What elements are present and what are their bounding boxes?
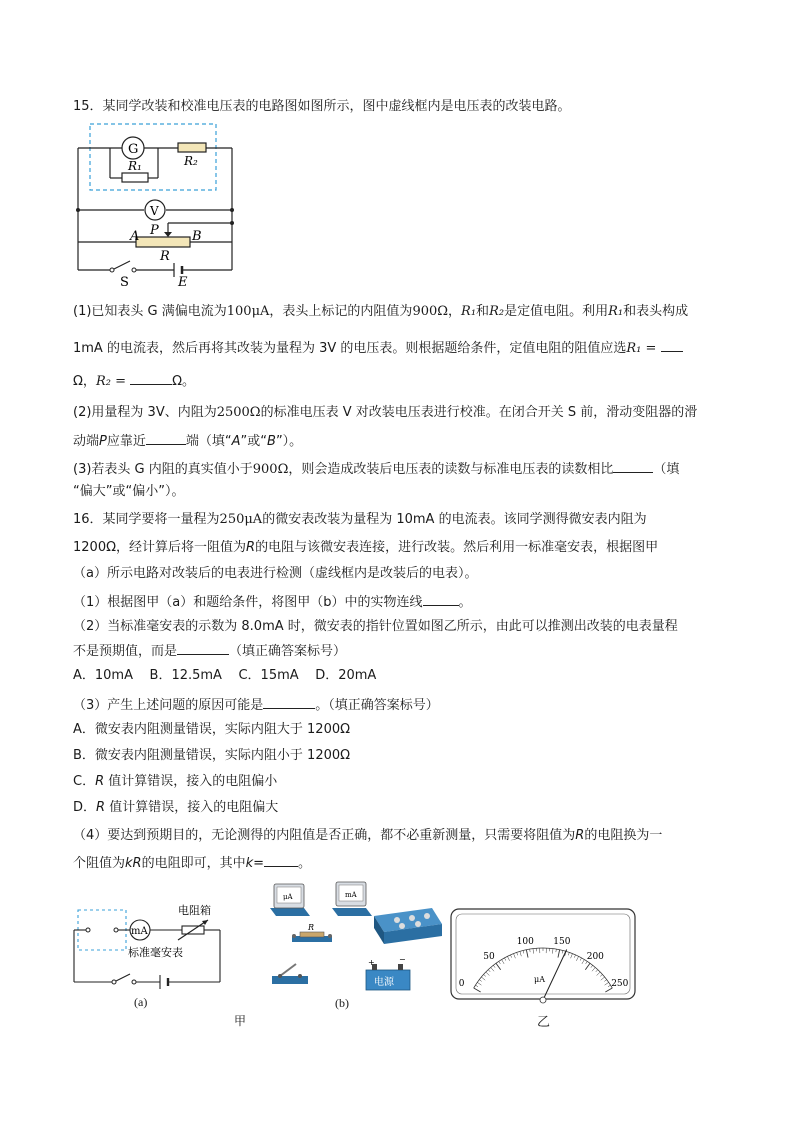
- blank-q16-3[interactable]: [263, 694, 315, 709]
- option-2d[interactable]: D．20mA: [315, 668, 377, 683]
- microammeter-device: [270, 884, 310, 916]
- switch-device: [272, 964, 308, 984]
- label-a: A: [130, 229, 140, 244]
- battery-device: [366, 955, 410, 990]
- figure-a-label: (a): [134, 995, 148, 1009]
- figure-yi-dial: [450, 908, 636, 1008]
- blank-r1[interactable]: [661, 337, 683, 352]
- svg-text:mA: mA: [131, 926, 148, 937]
- figure-yi-label: 乙: [537, 1014, 551, 1029]
- q15-part3-line1: (3)若表头 G 内阻的真实值小于900Ω，则会造成改装后电压表的读数与标准电压表的读数相比 （填: [73, 458, 733, 480]
- dial-tick-label: 50: [483, 951, 495, 962]
- dial-tick-label: 100: [516, 936, 534, 947]
- option-3d[interactable]: D．R 值计算错误，接入的电阻偏大: [73, 800, 279, 815]
- option-3c[interactable]: C．R 值计算错误，接入的电阻偏小: [73, 774, 278, 789]
- rheostat: [136, 237, 190, 247]
- q15-stem: 15．某同学改装和校准电压表的电路图如图所示，图中虚线框内是电压表的改装电路。: [73, 99, 571, 114]
- resistor-device: [292, 923, 332, 942]
- label-s: S: [120, 275, 129, 290]
- q16-sub4-line1: （4）要达到预期目的，无论测得的内阻值是否正确，都不必重新测量，只需要将阻值为R的电阻换为一: [73, 828, 663, 843]
- q16-sub2-line1: （2）当标准毫安表的示数为 8.0mA 时，微安表的指针位置如图乙所示，由此可以推测出改装的电表量程: [73, 619, 678, 634]
- svg-text:−: −: [399, 955, 406, 964]
- label-r: R: [160, 249, 170, 264]
- label-e: E: [178, 275, 188, 290]
- option-3a[interactable]: A．微安表内阻测量错误，实际内阻大于 1200Ω: [73, 722, 351, 737]
- q16-line1: 16．某同学要将一量程为250μA的微安表改装为量程为 10mA 的电流表。该同学测得微安表内阻为: [73, 512, 647, 527]
- q15-part2-line1: (2)用量程为 3V、内阻为2500Ω的标准电压表 V 对改装电压表进行校准。在闭合开关 S 前，滑动变阻器的滑: [73, 405, 698, 420]
- dial-tick-label: 150: [553, 936, 571, 947]
- option-3b[interactable]: B．微安表内阻测量错误，实际内阻小于 1200Ω: [73, 748, 351, 763]
- dial-unit: μA: [534, 975, 545, 984]
- blank-q16-1[interactable]: [423, 591, 459, 606]
- label-r1: R₁: [128, 159, 142, 173]
- label-b: B: [192, 229, 202, 244]
- figure-b-label: (b): [335, 996, 349, 1010]
- q16-line3: （a）所示电路对改装后的电表进行检测（虚线框内是改装后的电表）。: [73, 566, 478, 581]
- option-2a[interactable]: A．10mA: [73, 668, 133, 683]
- svg-text:mA: mA: [345, 891, 357, 899]
- blank-q15-3[interactable]: [613, 458, 653, 473]
- blank-k[interactable]: [264, 852, 298, 867]
- q16-sub4-line2: 个阻值为kR的电阻即可，其中k= 。: [73, 852, 733, 874]
- svg-text:电阻箱: 电阻箱: [178, 904, 211, 917]
- figure-b-apparatus: [262, 878, 452, 998]
- q15-part1-line3: Ω，R₂ = Ω。: [73, 370, 733, 392]
- q15-part3-line2: “偏大”或“偏小”）。: [73, 484, 185, 499]
- svg-text:μA: μA: [283, 893, 293, 901]
- option-2c[interactable]: C．15mA: [238, 668, 299, 683]
- dial-tick-label: 200: [586, 951, 604, 962]
- svg-text:+: +: [368, 958, 375, 967]
- figure-a-circuit: [68, 900, 238, 1000]
- resistor-r2: [178, 143, 206, 152]
- option-2b[interactable]: B．12.5mA: [149, 668, 222, 683]
- svg-text:R: R: [308, 923, 315, 932]
- label-v: V: [150, 204, 159, 218]
- label-p: P: [150, 223, 159, 238]
- resistance-box-device: [374, 908, 442, 944]
- blank-q16-2[interactable]: [177, 640, 229, 655]
- q15-part2-line2: 动端P应靠近 端（填“A”或“B”）。: [73, 430, 733, 452]
- milliammeter-device: [332, 882, 372, 916]
- figure-jia-label: 甲: [234, 1014, 247, 1028]
- blank-p-end[interactable]: [146, 430, 186, 445]
- dial-tick-label: 250: [611, 979, 629, 989]
- q16-sub1: （1）根据图甲（a）和题给条件，将图甲（b）中的实物连线 。: [73, 591, 733, 613]
- q16-sub2-options: [73, 666, 733, 686]
- dial-tick-label: 0: [458, 979, 465, 989]
- label-g: G: [128, 142, 139, 157]
- q15-part1-line2: 1mA 的电流表，然后再将其改装为量程为 3V 的电压表。则根据题给条件，定值电阻的阻值应选R₁ =: [73, 337, 733, 359]
- svg-text:电源: 电源: [374, 977, 394, 988]
- q16-sub3: （3）产生上述问题的原因可能是 。（填正确答案标号）: [73, 694, 733, 716]
- svg-text:标准毫安表: 标准毫安表: [128, 946, 183, 959]
- q16-sub2-line2: 不是预期值，而是 （填正确答案标号）: [73, 640, 733, 662]
- resistor-r1: [122, 173, 148, 182]
- blank-r2[interactable]: [130, 370, 172, 385]
- q15-part1-line1: (1)已知表头 G 满偏电流为100μA，表头上标记的内阻值为900Ω，R₁和R₂是定值电阻。利用R₁和表头构成: [73, 304, 689, 319]
- label-r2: R₂: [184, 154, 198, 168]
- q16-line2: 1200Ω，经计算后将一阻值为R的电阻与该微安表连接，进行改装。然后利用一标准毫安表，根据图甲: [73, 540, 659, 555]
- q15-circuit-diagram: [70, 120, 245, 290]
